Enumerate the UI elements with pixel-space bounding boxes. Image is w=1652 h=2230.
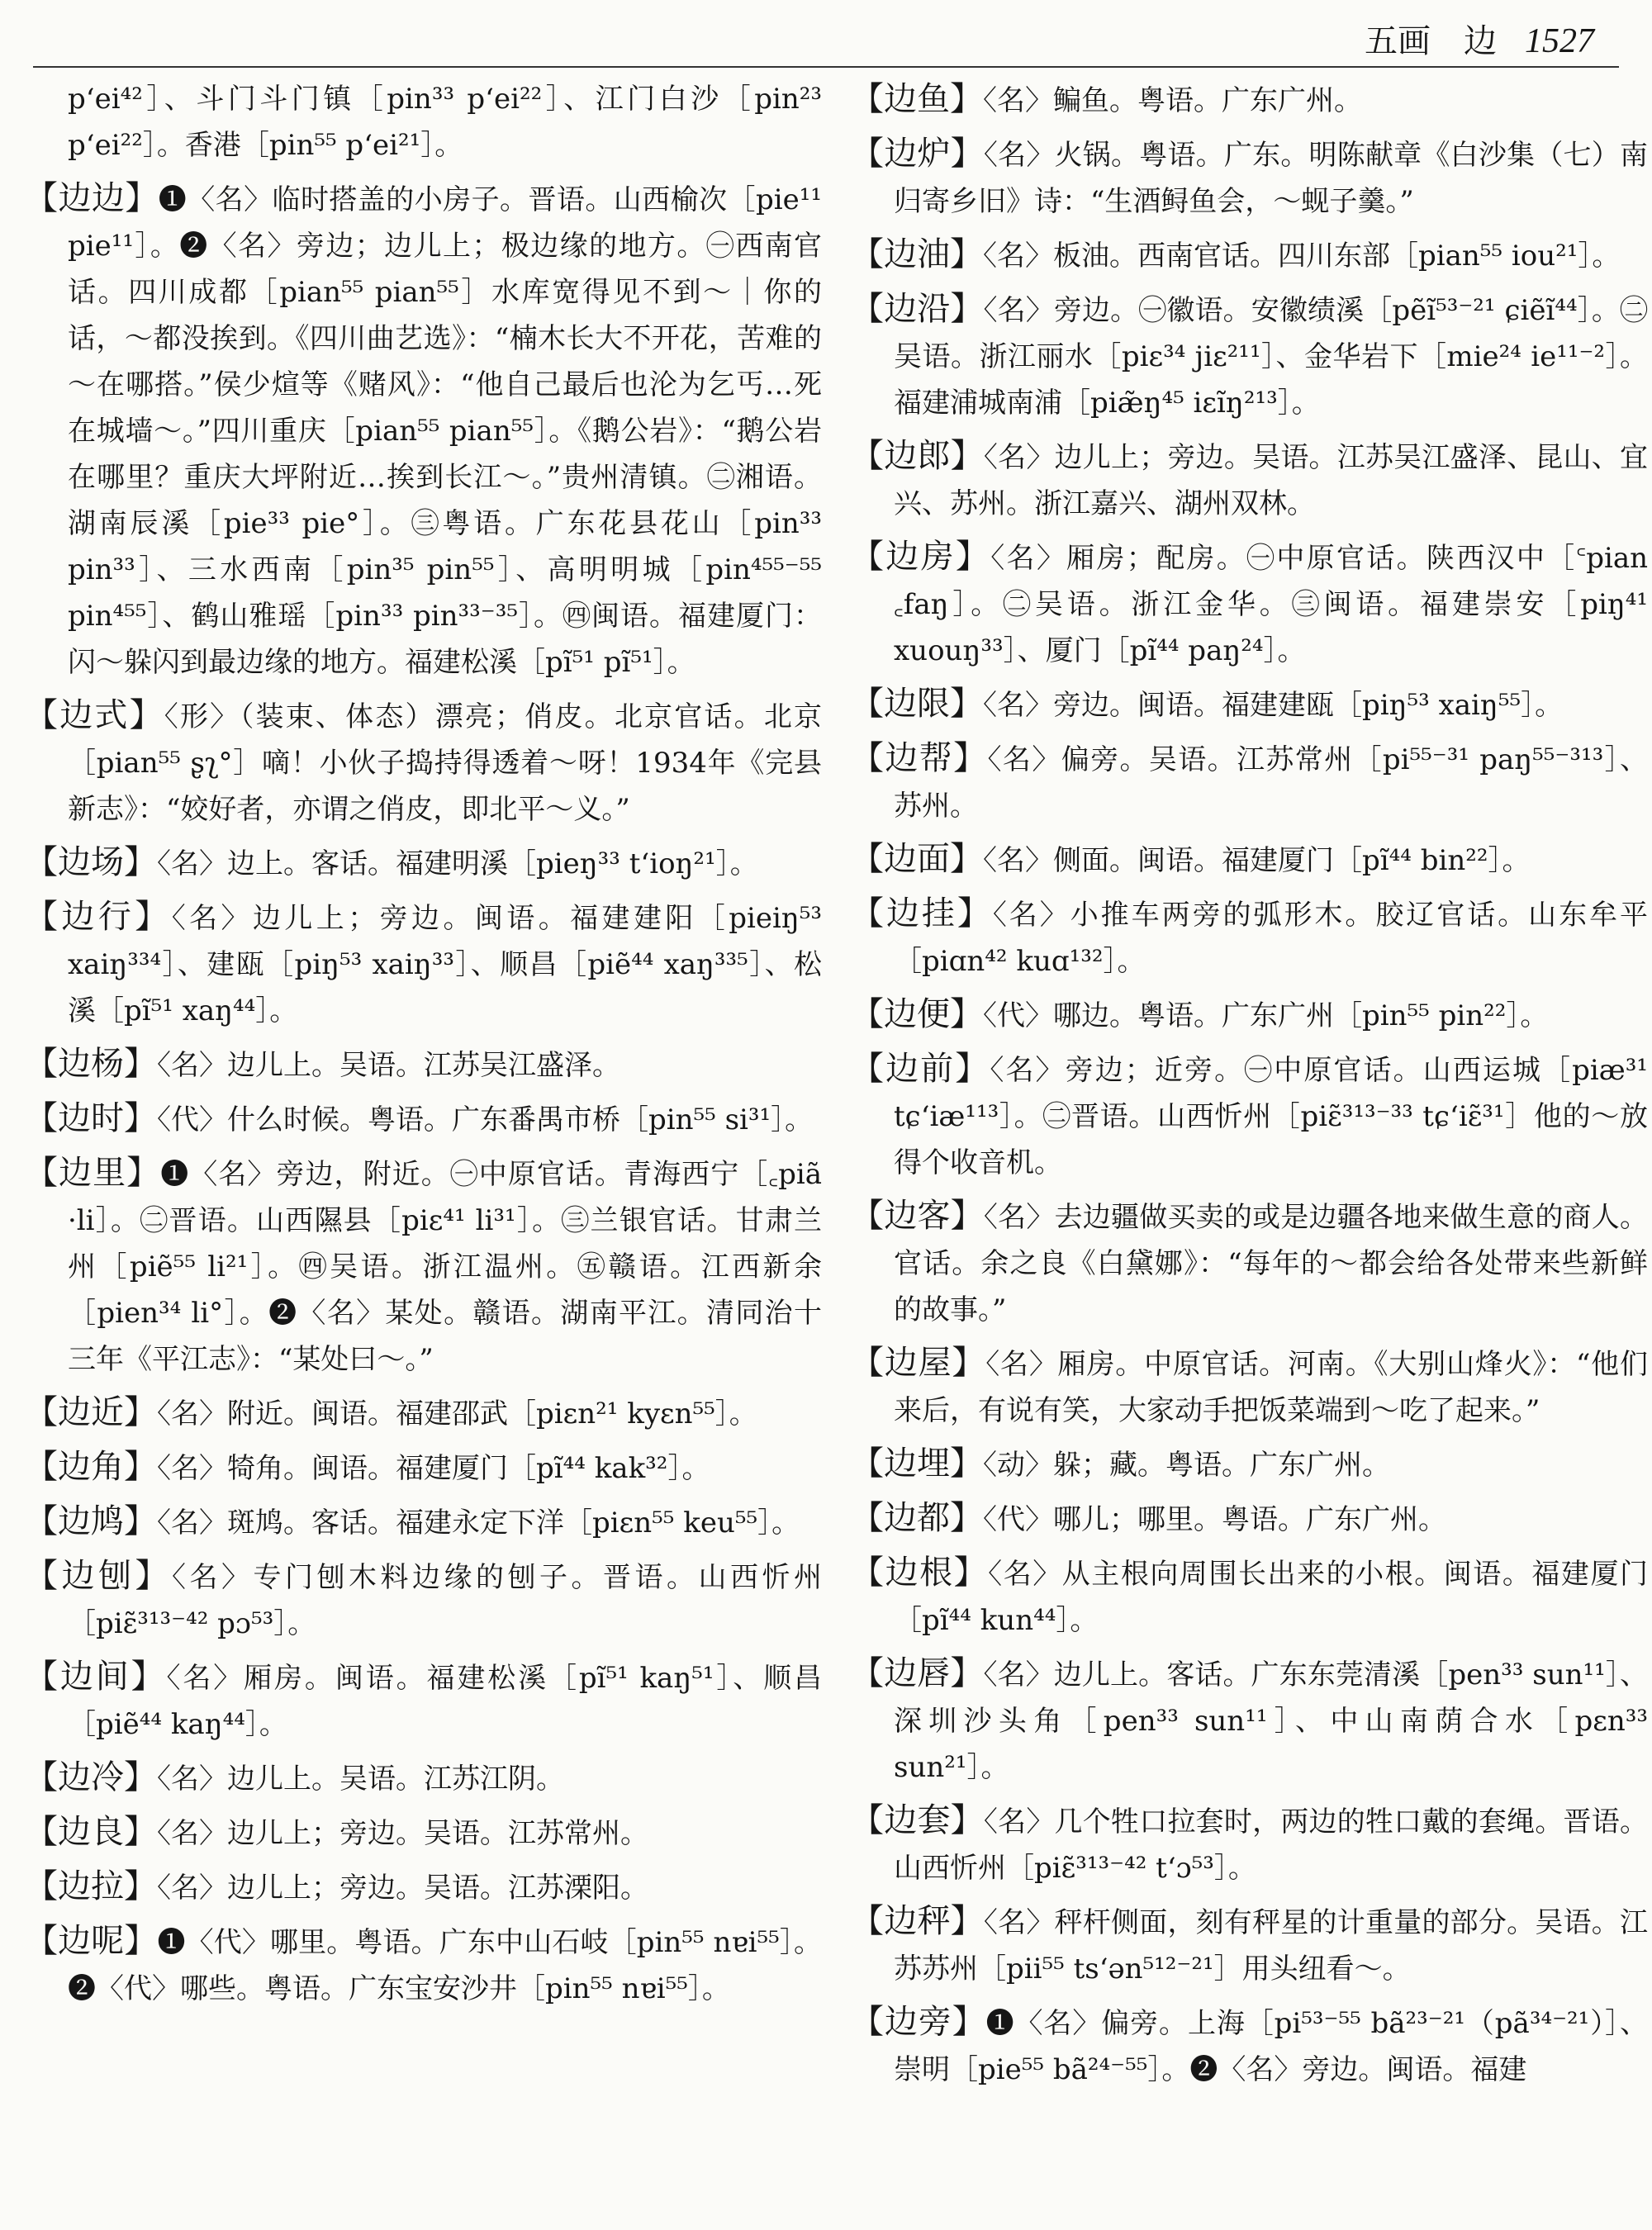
dictionary-entry: [25, 1498, 822, 1546]
dictionary-entry: [851, 231, 1648, 279]
entry-definition: 〈代〉哪儿；哪里。粤语。广东广州。: [983, 1503, 1446, 1536]
dictionary-entry: [851, 1193, 1648, 1333]
dictionary-entry: [851, 1797, 1648, 1891]
entry-headword: 【边场】: [25, 843, 157, 881]
dictionary-entry: [25, 839, 822, 887]
dictionary-entry: [851, 76, 1648, 124]
dictionary-entry: [25, 894, 822, 1034]
entry-definition: 〈名〉边上。客话。福建明溪［pieŋ³³ t‘ioŋ²¹］。: [157, 847, 758, 880]
entry-definition: 〈动〉躲；藏。粤语。广东广州。: [983, 1449, 1390, 1482]
entry-headword: 【边边】: [25, 179, 159, 217]
entry-headword: 【边根】: [851, 1554, 989, 1592]
dictionary-entry: [25, 1389, 822, 1437]
entry-headword: 【边式】: [25, 696, 164, 734]
entry-definition: 〈名〉板油。西南官话。四川东部［pian⁵⁵ iou²¹］。: [983, 240, 1621, 273]
dictionary-entry: [851, 1898, 1648, 1992]
entry-definition: 〈名〉侧面。闽语。福建厦门［pĩ⁴⁴ bin²²］。: [983, 844, 1531, 877]
dictionary-entry: [851, 1046, 1648, 1186]
entry-definition: 〈名〉斑鸠。客话。福建永定下洋［piɛn⁵⁵ keu⁵⁵］。: [157, 1506, 800, 1540]
section-label: 五画 边: [1365, 22, 1497, 60]
entry-headword: 【边油】: [851, 235, 983, 273]
entry-headword: 【边近】: [25, 1393, 157, 1431]
page-number: 1527: [1525, 22, 1594, 60]
dictionary-entry: [25, 1553, 822, 1647]
left-column: [25, 76, 822, 2213]
entry-definition: 〈名〉专门刨木料边缘的刨子。晋语。山西忻州［piɛ̃³¹³⁻⁴² pɔ⁵³］。: [68, 1561, 822, 1640]
entry-headword: 【边都】: [851, 1499, 983, 1537]
entry-definition: ❶〈代〉哪里。粤语。广东中山石岐［pin⁵⁵ nɐi⁵⁵］。❷〈代〉哪些。粤语。广东宝安沙井［pin⁵⁵ nɐi⁵⁵］。: [68, 1926, 822, 2005]
entry-headword: 【边前】: [851, 1050, 990, 1088]
dictionary-entry: [851, 433, 1648, 527]
dictionary-entry: [851, 130, 1648, 225]
dictionary-entry: [25, 692, 822, 833]
entry-definition: 〈名〉火锅。粤语。广东。明陈献章《白沙集（七）南归寄乡旧》诗：“生酒鲟鱼会，～蚬子羹。”: [894, 139, 1648, 218]
dictionary-entry: [851, 735, 1648, 829]
entry-headword: 【边便】: [851, 995, 983, 1033]
dictionary-entry: [851, 681, 1648, 728]
entry-headword: 【边秤】: [851, 1902, 984, 1940]
dictionary-entry: [25, 1150, 822, 1383]
entry-definition: 〈名〉边儿上；旁边。吴语。江苏溧阳。: [157, 1872, 648, 1905]
dictionary-entry: [25, 1041, 822, 1089]
entry-definition: 〈名〉边儿上；旁边。吴语。江苏吴江盛泽、昆山、宜兴、苏州。浙江嘉兴、湖州双林。: [894, 441, 1648, 520]
entry-headword: 【边帮】: [851, 739, 988, 777]
entry-definition: 〈名〉厢房。中原官话。河南。《大别山烽火》：“他们来后，有说有笑，大家动手把饭菜端到～吃了起来。”: [894, 1348, 1648, 1427]
dictionary-entry: [25, 175, 822, 686]
entry-headword: 【边角】: [25, 1448, 157, 1486]
entry-headword: 【边行】: [25, 898, 172, 936]
entry-definition: 〈名〉从主根向周围长出来的小根。闽语。福建厦门［pĩ⁴⁴ kun⁴⁴］。: [894, 1558, 1648, 1637]
entry-headword: 【边房】: [851, 538, 991, 576]
entry-headword: 【边炉】: [851, 135, 984, 173]
dictionary-entry: [851, 1340, 1648, 1434]
entry-headword: 【边旁】: [851, 2003, 986, 2041]
entry-definition: 〈名〉秤杆侧面，刻有秤星的计重量的部分。吴语。江苏苏州［pii⁵⁵ ts‘ən⁵¹²⁻²¹］用头纽看～。: [894, 1906, 1648, 1986]
entry-headword: 【边面】: [851, 840, 983, 878]
dictionary-entry: [851, 1549, 1648, 1644]
entry-definition: 〈名〉厢房；配房。㊀中原官话。陕西汉中［꜂pian ꜀faŋ］。㊁吴语。浙江金华。㊂闽语。福建崇安［piŋ⁴¹ xuouŋ³³］、厦门［pĩ⁴⁴ paŋ²⁴］。: [894, 542, 1648, 667]
entry-definition: 〈名〉边儿上；旁边。吴语。江苏常州。: [157, 1817, 648, 1850]
entry-definition: ❶〈名〉偏旁。上海［pi⁵³⁻⁵⁵ bã²³⁻²¹（pã³⁴⁻²¹）］、崇明［pie⁵⁵ bã²⁴⁻⁵⁵］。❷〈名〉旁边。闽语。福建: [894, 2007, 1648, 2086]
entry-headword: 【边郎】: [851, 437, 984, 475]
entry-headword: 【边冷】: [25, 1758, 157, 1796]
entry-headword: 【边埋】: [851, 1445, 983, 1483]
entry-headword: 【边唇】: [851, 1654, 984, 1692]
entry-definition: 〈名〉去边疆做买卖的或是边疆各地来做生意的商人。官话。余之良《白黛娜》：“每年的～都会给各处带来些新鲜的故事。”: [894, 1201, 1648, 1326]
entry-headword: 【边呢】: [25, 1922, 158, 1960]
dictionary-entry: [851, 534, 1648, 674]
entry-headword: 【边挂】: [851, 894, 993, 932]
dictionary-entry: [25, 1809, 822, 1857]
right-column: [851, 76, 1648, 2213]
running-header: [1365, 15, 1594, 62]
dictionary-entry: [25, 1095, 822, 1143]
dictionary-entry: [25, 1863, 822, 1911]
entry-headword: 【边屋】: [851, 1344, 986, 1382]
entry-headword: 【边客】: [851, 1197, 984, 1235]
entry-definition: 〈名〉偏旁。吴语。江苏常州［pi⁵⁵⁻³¹ paŋ⁵⁵⁻³¹³］、苏州。: [894, 743, 1648, 823]
entry-definition: 〈名〉几个牲口拉套时，两边的牲口戴的套绳。晋语。山西忻州［piɛ̃³¹³⁻⁴² t‘ɔ⁵³］。: [894, 1805, 1648, 1885]
entry-headword: 【边沿】: [851, 290, 984, 328]
entry-definition: ❶〈名〉临时搭盖的小房子。晋语。山西榆次［pie¹¹ pie¹¹］。❷〈名〉旁边；边儿上；极边缘的地方。㊀西南官话。四川成都［pian⁵⁵ pian⁵⁵］水库宽得见不到～｜你的话，～都没挨到。《四川曲艺选》：“楠木长大不开花，苦难的～在哪搭。”侯少煊等《赌风》：“他自己最后也沦为乞丐…死在城墙～。”四川重庆［pian⁵⁵ pian⁵⁵］。《鹅公岩》：“鹅公岩在哪里？重庆大坪附近…挨到长江～。”贵州清镇。㊁湘语。湖南辰溪［pie³³ pie°］。㊂粤语。广东花县花山［pin³³ pin³³］、三水西南［pin³⁵ pin⁵⁵］、高明明城［pin⁴⁵⁵⁻⁵⁵ pin⁴⁵⁵］、鹤山雅瑶［pin³³ pin³³⁻³⁵］。㊃闽语。福建厦门：闪～躲闪到最边缘的地方。福建松溪［pĩ⁵¹ pĩ⁵¹］。: [68, 183, 822, 679]
entry-definition: 〈名〉旁边。闽语。福建建瓯［piŋ⁵³ xaiŋ⁵⁵］。: [983, 689, 1564, 722]
entry-headword: 【边间】: [25, 1658, 167, 1696]
dictionary-entry: [851, 991, 1648, 1039]
entry-definition: ❶〈名〉旁边，附近。㊀中原官话。青海西宁［꜀piã ·li］。㊁晋语。山西隰县［piɛ⁴¹ li³¹］。㊂兰银官话。甘肃兰州［piẽ⁵⁵ li²¹］。㊃吴语。浙江温州。㊄赣语。江西新余［pien³⁴ li°］。❷〈名〉某处。赣语。湖南平江。清同治十三年《平江志》：“某处曰～。”: [68, 1158, 822, 1376]
entry-definition: 〈名〉旁边；近旁。㊀中原官话。山西运城［piæ³¹ tɕ‘iæ¹¹³］。㊁晋语。山西忻州［piɛ̃³¹³⁻³³ tɕ‘iɛ̃³¹］他的～放得个收音机。: [894, 1054, 1648, 1179]
dictionary-entry: [851, 836, 1648, 884]
dictionary-entry: [851, 1999, 1648, 2093]
dictionary-entry: [25, 76, 822, 168]
entry-definition: 〈形〉（装束、体态）漂亮；俏皮。北京官话。北京［pian⁵⁵ ʂʅ°］嘀！小伙子捣持得透着～呀！1934年《完县新志》：“姣好者，亦谓之俏皮，即北平～义。”: [68, 700, 822, 826]
dictionary-entry: [851, 286, 1648, 426]
dictionary-entry: [25, 1754, 822, 1802]
entry-definition: 〈名〉旁边。㊀徽语。安徽绩溪［pẽĩ⁵³⁻²¹ ɕiẽĩ⁴⁴］。㊁吴语。浙江丽水［piɛ³⁴ jiɛ²¹¹］、金华岩下［mie²⁴ ie¹¹⁻²］。福建浦城南浦［piæ̃ŋ⁴⁵ iɛĩŋ²¹³］。: [894, 294, 1648, 420]
entry-definition: 〈名〉厢房。闽语。福建松溪［pĩ⁵¹ kaŋ⁵¹］、顺昌［piẽ⁴⁴ kaŋ⁴⁴］。: [68, 1662, 822, 1741]
entry-definition: 〈代〉哪边。粤语。广东广州［pin⁵⁵ pin²²］。: [983, 999, 1549, 1032]
entry-headword: 【边限】: [851, 685, 983, 723]
entry-headword: 【边鱼】: [851, 80, 983, 118]
entry-headword: 【边杨】: [25, 1045, 157, 1083]
entry-headword: 【边良】: [25, 1813, 157, 1851]
entry-definition: 〈代〉什么时候。粤语。广东番禺市桥［pin⁵⁵ si³¹］。: [157, 1103, 814, 1136]
dictionary-entry: [851, 1650, 1648, 1791]
dictionary-entry: [851, 890, 1648, 985]
entry-definition: 〈名〉附近。闽语。福建邵武［piɛn²¹ kyɛn⁵⁵］。: [157, 1397, 757, 1431]
entry-headword: 【边时】: [25, 1099, 157, 1137]
dictionary-entry: [25, 1444, 822, 1492]
entry-definition: 〈名〉边儿上。客话。广东东莞清溪［pen³³ sun¹¹］、深圳沙头角［pen³³ sun¹¹］、中山南荫合水［pɛn³³ sun²¹］。: [894, 1658, 1648, 1784]
entry-definition: 〈名〉犄角。闽语。福建厦门［pĩ⁴⁴ kak³²］。: [157, 1452, 710, 1485]
dictionary-entry: [25, 1654, 822, 1748]
dictionary-entry: [851, 1440, 1648, 1488]
entry-definition: 〈名〉鳊鱼。粤语。广东广州。: [983, 84, 1362, 117]
dictionary-entry: [851, 1495, 1648, 1543]
header-rule: [33, 66, 1619, 68]
entry-definition: 〈名〉边儿上。吴语。江苏江阴。: [157, 1763, 564, 1796]
entry-definition: 〈名〉边儿上；旁边。闽语。福建建阳［pieiŋ⁵³ xaiŋ³³⁴］、建瓯［piŋ⁵³ xaiŋ³³］、顺昌［piẽ⁴⁴ xaŋ³³⁵］、松溪［pĩ⁵¹ xaŋ⁴⁴］。: [68, 902, 822, 1027]
entry-definition: 〈名〉边儿上。吴语。江苏吴江盛泽。: [157, 1049, 620, 1082]
entry-headword: 【边鸠】: [25, 1502, 157, 1540]
entry-headword: 【边套】: [851, 1801, 984, 1839]
entry-headword: 【边刨】: [25, 1557, 172, 1595]
dictionary-entry: [25, 1918, 822, 2012]
entry-definition: p‘ei⁴²］、斗门斗门镇［pin³³ p‘ei²²］、江门白沙［pin²³ p‘ei²²］。香港［pin⁵⁵ p‘ei²¹］。: [68, 83, 822, 162]
entry-headword: 【边里】: [25, 1154, 161, 1192]
entry-headword: 【边拉】: [25, 1867, 157, 1905]
entry-definition: 〈名〉小推车两旁的弧形木。胶辽官话。山东牟平［piɑn⁴² kuɑ¹³²］。: [894, 899, 1648, 978]
